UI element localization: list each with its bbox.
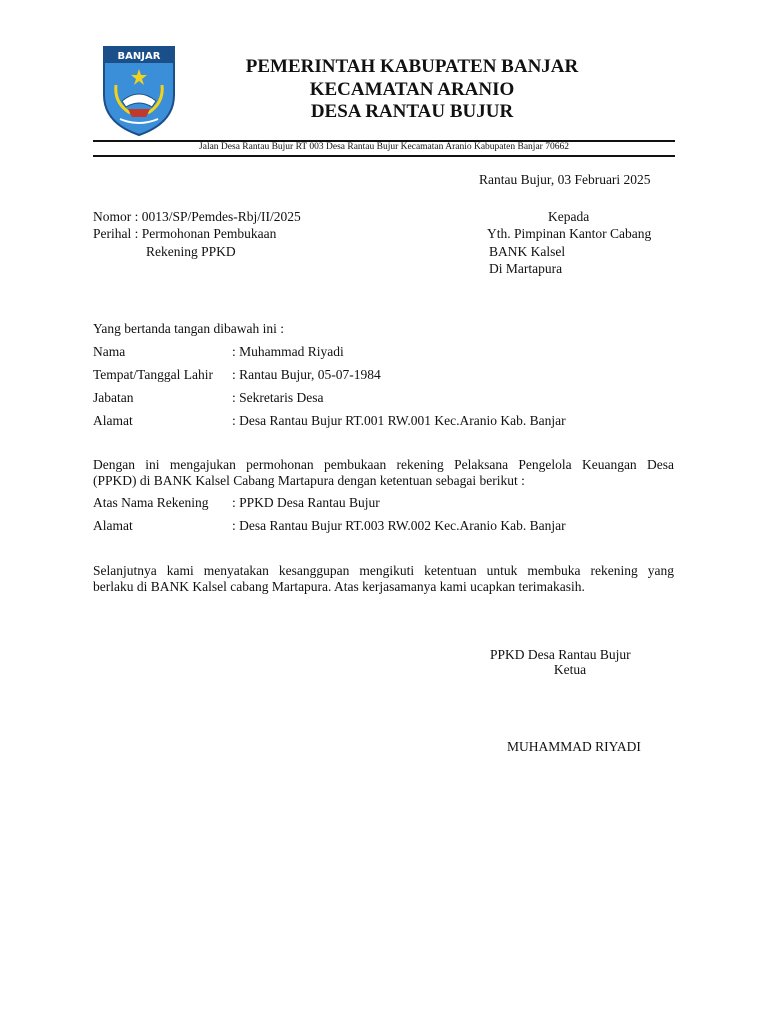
place-date: Rantau Bujur, 03 Februari 2025 [479,172,651,187]
field-label: Alamat [93,518,133,533]
field-value: : PPKD Desa Rantau Bujur [232,495,380,510]
signature-org: PPKD Desa Rantau Bujur [490,647,631,662]
field-label: Atas Nama Rekening [93,495,209,510]
letter-subject: Perihal : Permohonan Pembukaan [93,226,277,241]
field-value: : Rantau Bujur, 05-07-1984 [232,367,381,382]
recipient-kepada: Kepada [548,209,590,224]
paragraph-line: (PPKD) di BANK Kalsel Cabang Martapura dengan ketentuan sebagai berikut : [93,473,525,488]
letter-subject-continued: Rekening PPKD [146,244,236,259]
letterhead-line-2: KECAMATAN ARANIO [309,79,515,100]
letterhead-line-3: DESA RANTAU BUJUR [310,101,514,122]
recipient-location: Di Martapura [489,261,563,276]
body-paragraph-1 [93,457,674,489]
field-label: Nama [93,344,126,359]
letterhead-line-1: PEMERINTAH KABUPATEN BANJAR [245,56,579,77]
logo-text: BANJAR [117,51,161,62]
letterhead-bottom-rule [93,155,675,157]
field-value: : Desa Rantau Bujur RT.001 RW.001 Kec.Aranio Kab. Banjar [232,413,566,428]
recipient-yth: Yth. Pimpinan Kantor Cabang [487,226,652,241]
signature-role: Ketua [553,662,587,677]
letterhead-address: Jalan Desa Rantau Bujur RT 003 Desa Rantau Bujur Kecamatan Aranio Kabupaten Banjar 70662 [199,142,569,152]
paragraph-line: Selanjutnya kami menyatakan kesanggupan mengikuti ketentuan untuk membuka rekening yang [93,563,674,578]
signature-name: MUHAMMAD RIYADI [507,739,641,754]
field-label: Tempat/Tanggal Lahir [93,367,213,382]
field-value: : Sekretaris Desa [232,390,324,405]
field-value: : Muhammad Riyadi [232,344,344,359]
field-value: : Desa Rantau Bujur RT.003 RW.002 Kec.Aranio Kab. Banjar [232,518,566,533]
paragraph-line: Dengan ini mengajukan permohonan pembukaan rekening Pelaksana Pengelola Keuangan Desa [93,457,674,472]
body-paragraph-2 [93,563,674,595]
intro-text: Yang bertanda tangan dibawah ini : [93,321,284,336]
field-label: Jabatan [93,390,134,405]
paragraph-line: berlaku di BANK Kalsel cabang Martapura. Atas kerjasamanya kami ucapkan terimakasih. [93,579,585,594]
recipient-bank: BANK Kalsel [489,244,566,259]
field-label: Alamat [93,413,133,428]
letter-number: Nomor : 0013/SP/Pemdes-Rbj/II/2025 [93,209,301,224]
banjar-regency-logo [102,45,176,137]
